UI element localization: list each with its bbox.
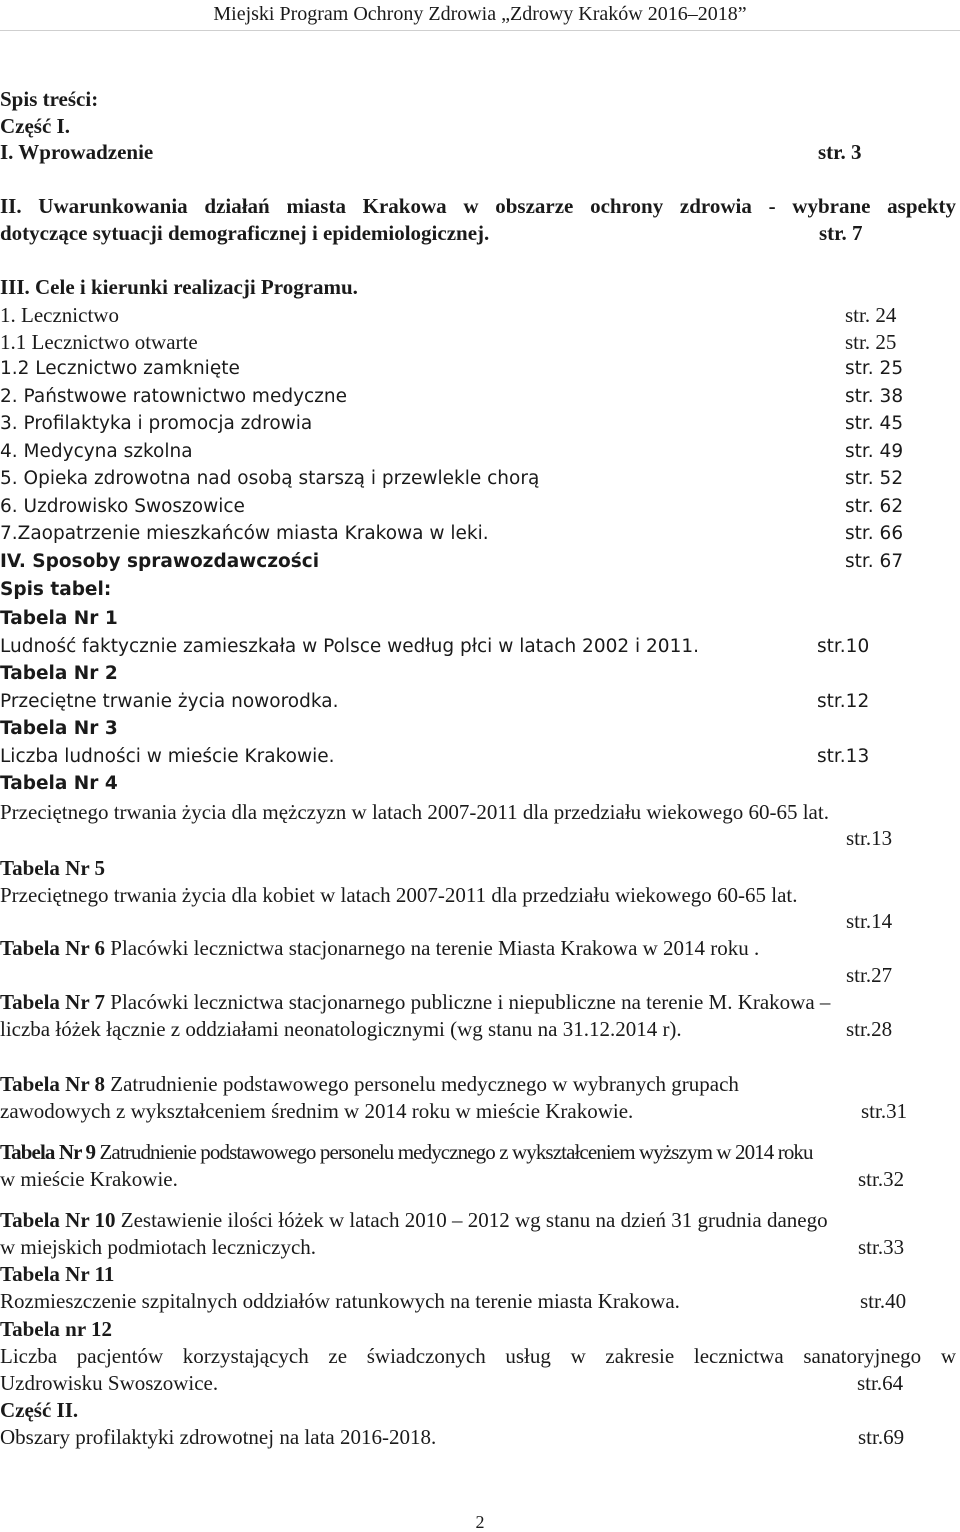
table-9-page: str.32 [858,1167,905,1191]
toc-item: 7.Zaopatrzenie mieszkańców miasta Krakowa w leki. [0,523,489,544]
toc-item: 1. Lecznictwo [0,303,119,327]
table-7-desc-line1: Placówki lecznictwa stacjonarnego publiczne i niepubliczne na terenie M. Krakowa – [105,990,831,1014]
toc-item-page: str. 52 [845,468,904,489]
toc-section-4-page: str. 67 [845,551,904,572]
page-number: 2 [475,1512,485,1532]
toc-item: 1.2 Lecznictwo zamknięte [0,358,240,379]
table-5-heading: Tabela Nr 5 [0,856,106,880]
header-divider [0,30,960,31]
toc-section-2-page: str. 7 [819,221,863,245]
toc-item-page: str. 25 [845,358,904,379]
table-4-desc: Przeciętnego trwania życia dla mężczyzn w latach 2007-2011 dla przedziału wiekowego 60-65 lat. [0,800,829,824]
toc-item-page: str. 25 [845,330,897,354]
toc-section-2-line1: II. Uwarunkowania działań miasta Krakowa w obszarze ochrony zdrowia - wybrane aspekty [0,194,956,218]
table-8-page: str.31 [861,1099,908,1123]
table-11-desc: Rozmieszczenie szpitalnych oddziałów ratunkowych na terenie miasta Krakowa. [0,1289,680,1313]
table-9-desc-line2: w mieście Krakowie. [0,1167,178,1191]
toc-item-page: str. 62 [845,496,904,517]
table-8-desc-line2: zawodowych z wykształceniem średnim w 2014 roku w mieście Krakowie. [0,1099,634,1123]
table-4-heading: Tabela Nr 4 [0,773,118,794]
table-9-desc-line1: Zatrudnienie podstawowego personelu medycznego z wykształceniem wyższym w 2014 roku [95,1140,813,1164]
table-5-page: str.14 [846,909,893,933]
part-1-title: Część I. [0,114,70,138]
table-10-desc-line2: w miejskich podmiotach leczniczych. [0,1235,317,1259]
table-6-desc: Placówki lecznictwa stacjonarnego na terenie Miasta Krakowa w 2014 roku . [105,936,760,960]
table-2-heading: Tabela Nr 2 [0,663,118,684]
toc-item-page: str. 49 [845,441,904,462]
table-4-page: str.13 [846,826,893,850]
table-8-desc-line1: Zatrudnienie podstawowego personelu medycznego w wybranych grupach [105,1072,739,1096]
toc-item: 4. Medycyna szkolna [0,441,193,462]
table-3-heading: Tabela Nr 3 [0,718,118,739]
part-2-desc: Obszary profilaktyki zdrowotnej na lata 2016-2018. [0,1425,437,1449]
table-6-heading: Tabela Nr 6 [0,936,106,960]
toc-item: 3. Profilaktyka i promocja zdrowia [0,413,313,434]
part-2-page: str.69 [858,1425,905,1449]
running-header: Miejski Program Ochrony Zdrowia „Zdrowy Kraków 2016–2018” [213,3,747,25]
table-1-desc: Ludność faktycznie zamieszkała w Polsce według płci w latach 2002 i 2011. [0,636,699,657]
table-7-page: str.28 [846,1017,893,1041]
toc-item-page: str. 66 [845,523,904,544]
table-6-page: str.27 [846,963,893,987]
table-7-entry [0,989,830,1015]
table-12-heading: Tabela nr 12 [0,1317,113,1341]
table-12-desc-line1: Liczba pacjentów korzystających ze świadczonych usług w zakresie lecznictwa sanatoryjnego w [0,1344,956,1368]
table-6-entry [0,935,759,961]
table-5-desc: Przeciętnego trwania życia dla kobiet w latach 2007-2011 dla przedziału wiekowego 60-65 lat. [0,883,798,907]
table-1-heading: Tabela Nr 1 [0,608,118,629]
table-12-desc-line2: Uzdrowisku Swoszowice. [0,1371,219,1395]
part-2-title: Część II. [0,1398,79,1422]
table-11-heading: Tabela Nr 11 [0,1262,115,1286]
table-7-heading: Tabela Nr 7 [0,990,106,1014]
table-12-page: str.64 [857,1371,904,1395]
table-8-entry [0,1071,739,1097]
table-2-desc: Przeciętne trwanie życia noworodka. [0,691,339,712]
toc-title: Spis treści: [0,87,99,111]
toc-section-4: IV. Sposoby sprawozdawczości [0,551,320,572]
toc-section-2-line2: dotyczące sytuacji demograficznej i epidemiologicznej. [0,221,490,245]
table-3-desc: Liczba ludności w mieście Krakowie. [0,746,335,767]
table-1-page: str.10 [817,636,870,657]
table-8-heading: Tabela Nr 8 [0,1072,106,1096]
tables-title: Spis tabel: [0,579,112,600]
table-10-desc-line1: Zestawienie ilości łóżek w latach 2010 – 2012 wg stanu na dzień 31 grudnia danego [115,1208,828,1232]
toc-section-1-page: str. 3 [818,140,862,164]
table-9-heading: Tabela Nr 9 [0,1140,96,1164]
toc-item: 6. Uzdrowisko Swoszowice [0,496,245,517]
toc-item-page: str. 38 [845,386,904,407]
toc-section-1: I. Wprowadzenie [0,140,154,164]
table-9-entry [0,1139,813,1165]
table-11-page: str.40 [860,1289,907,1313]
table-10-heading: Tabela Nr 10 [0,1208,116,1232]
toc-section-3: III. Cele i kierunki realizacji Programu. [0,275,358,299]
table-7-desc-line2: liczba łóżek łącznie z oddziałami neonatologicznymi (wg stanu na 31.12.2014 r). [0,1017,682,1041]
toc-item: 1.1 Lecznictwo otwarte [0,330,198,354]
table-10-page: str.33 [858,1235,905,1259]
table-3-page: str.13 [817,746,870,767]
table-10-entry [0,1207,828,1233]
toc-item: 2. Państwowe ratownictwo medyczne [0,386,348,407]
toc-item-page: str. 45 [845,413,904,434]
toc-item-page: str. 24 [845,303,897,327]
table-2-page: str.12 [817,691,870,712]
toc-item: 5. Opieka zdrowotna nad osobą starszą i przewlekle chorą [0,468,540,489]
